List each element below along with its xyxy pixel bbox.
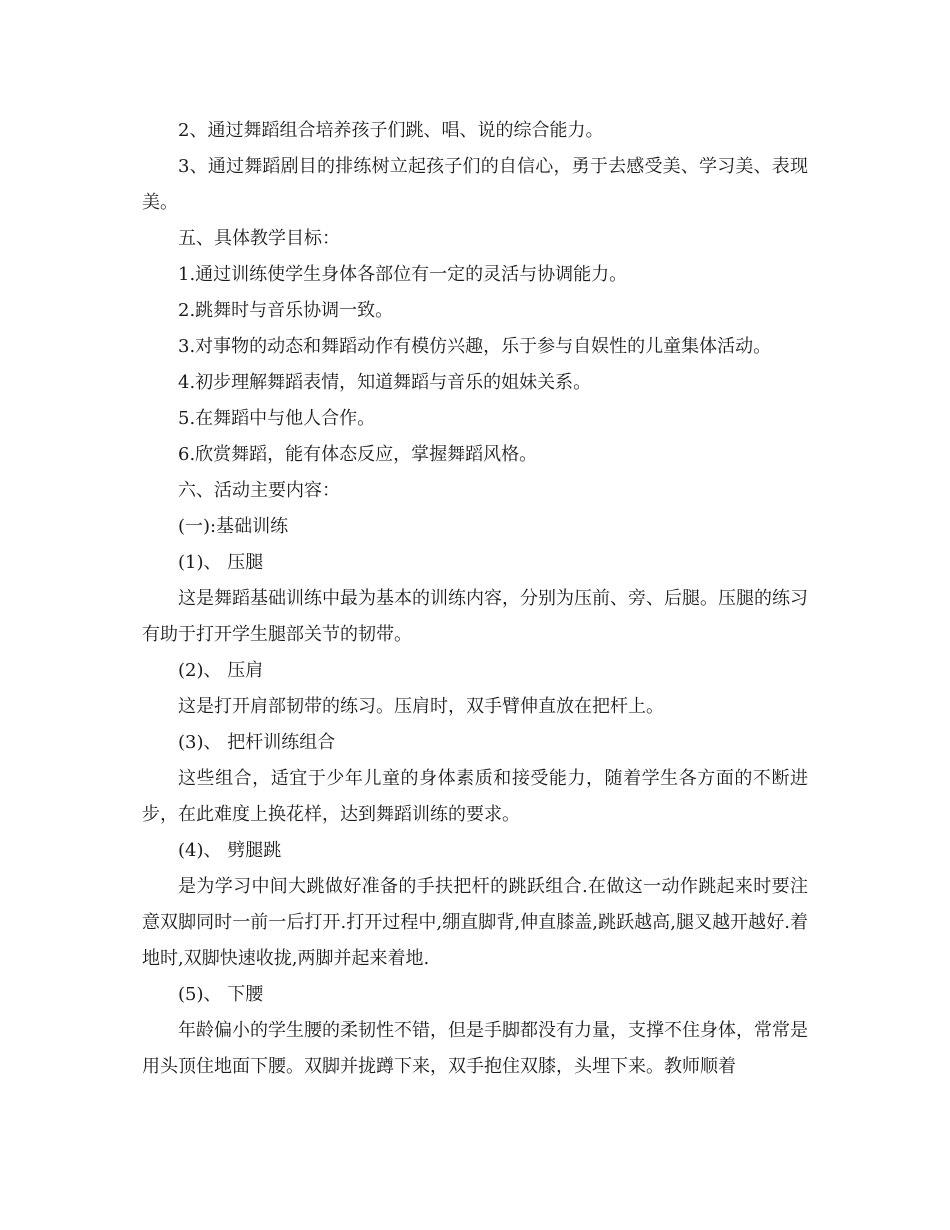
list-item-goal-5: 5.在舞蹈中与他人合作。 xyxy=(178,408,376,429)
item-heading-backbend: (5)、 下腰 xyxy=(178,984,264,1005)
section-heading-activities: 六、活动主要内容： xyxy=(178,480,340,501)
section-heading-teaching-goals: 五、具体教学目标： xyxy=(178,228,340,249)
paragraph-barre-combination: 这些组合，适宜于少年儿童的身体素质和接受能力，随着学生各方面的不断进步，在此难度上换花样，达到舞蹈训练的要求。 xyxy=(142,768,808,825)
list-item-goal-4: 4.初步理解舞蹈表情，知道舞蹈与音乐的姐妹关系。 xyxy=(178,372,592,393)
item-heading-split-jump: (4)、 劈腿跳 xyxy=(178,840,282,861)
item-heading-shoulder-press: (2)、 压肩 xyxy=(178,660,264,681)
list-item-goal-3: 3.对事物的动态和舞蹈动作有模仿兴趣，乐于参与自娱性的儿童集体活动。 xyxy=(178,336,772,357)
list-item-goal-1: 1.通过训练使学生身体各部位有一定的灵活与协调能力。 xyxy=(178,264,628,285)
item-heading-barre-combination: (3)、 把杆训练组合 xyxy=(178,732,336,753)
paragraph-goal-2: 2、通过舞蹈组合培养孩子们跳、唱、说的综合能力。 xyxy=(178,120,604,141)
paragraph-goal-3: 3、通过舞蹈剧目的排练树立起孩子们的自信心，勇于去感受美、学习美、表现美。 xyxy=(142,156,808,213)
paragraph-split-jump: 是为学习中间大跳做好准备的手扶把杆的跳跃组合.在做这一动作跳起来时要注意双脚同时一前一后打开.打开过程中,绷直脚背,伸直膝盖,跳跃越高,腿叉越开越好.着地时,双脚快速收拢,两脚并起来着地. xyxy=(142,876,808,969)
list-item-goal-6: 6.欣赏舞蹈，能有体态反应，掌握舞蹈风格。 xyxy=(178,444,538,465)
document-body xyxy=(142,113,808,1085)
item-heading-leg-press: (1)、 压腿 xyxy=(178,552,264,573)
paragraph-backbend: 年龄偏小的学生腰的柔韧性不错，但是手脚都没有力量，支撑不住身体，常常是用头顶住地面下腰。双脚并拢蹲下来，双手抱住双膝，头埋下来。教师顺着 xyxy=(142,1020,808,1077)
subsection-heading-basic-training: (一):基础训练 xyxy=(178,516,289,537)
paragraph-leg-press: 这是舞蹈基础训练中最为基本的训练内容，分别为压前、旁、后腿。压腿的练习有助于打开学生腿部关节的韧带。 xyxy=(142,588,808,645)
list-item-goal-2: 2.跳舞时与音乐协调一致。 xyxy=(178,300,394,321)
paragraph-shoulder-press: 这是打开肩部韧带的练习。压肩时，双手臂伸直放在把杆上。 xyxy=(178,696,664,717)
